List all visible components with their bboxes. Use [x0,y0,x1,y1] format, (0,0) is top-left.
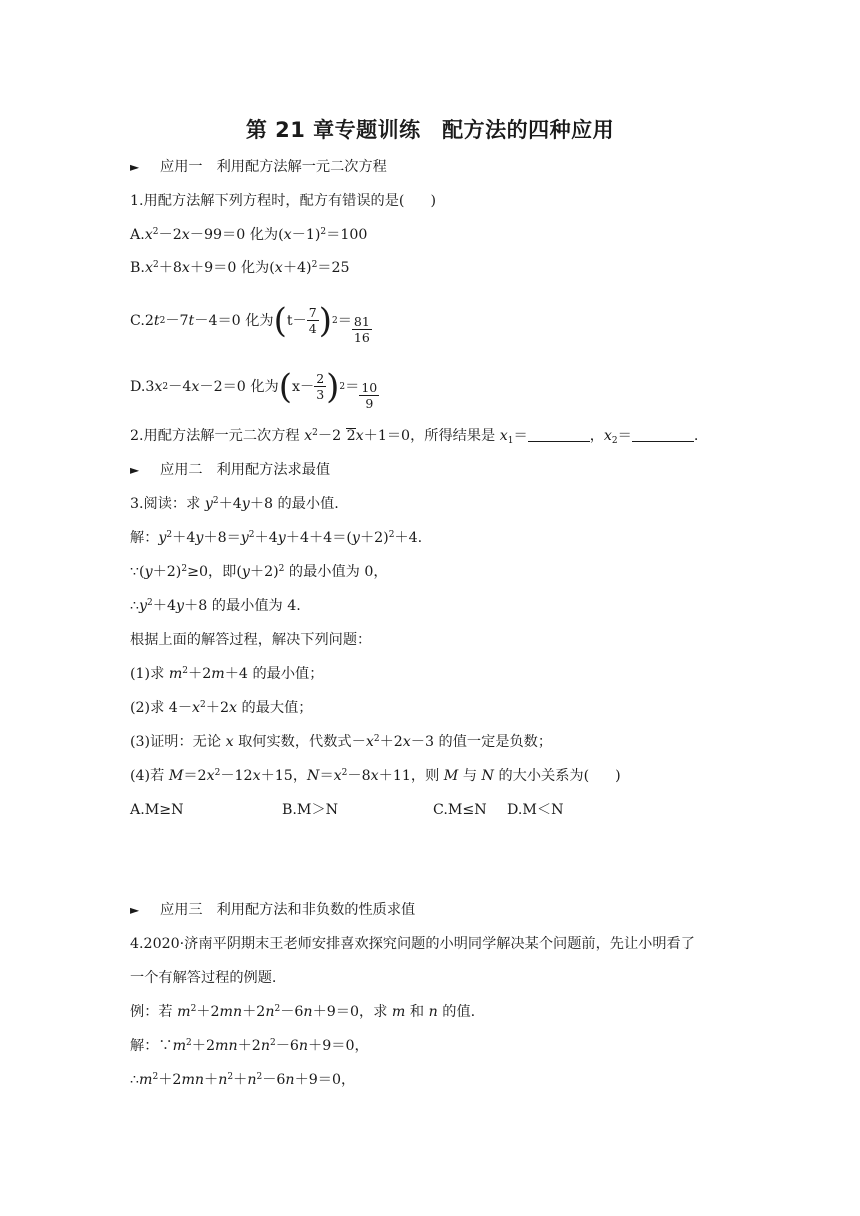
question-1-option-c: C.2 t 2 －7 t －4 ＝0 化为 ( t－ $\frac{7}{4}$ ) 2 ＝ $\frac{81}{16}$ [130,300,370,345]
question-4-line-2: 一个有解答过程的例题. [130,970,277,986]
question-3-instruction: 根据上面的解答过程，解决下列问题： [130,632,372,648]
question-3-part-2: (2)求 $4-x^2+2x$ 的最大值； [130,700,313,716]
question-1-stem: 1.用配方法解下列方程时，配方有错误的是( ) [130,193,436,209]
section-heading-3: ► 应用三 利用配方法和非负数的性质求值 [130,902,416,918]
question-2: 2.用配方法解一元二次方程 $x^2-2$ 2x＋1＝0，所得结果是 $x_1=$ ，$x_2=$ . [130,428,699,446]
question-3-part-4-options [130,800,730,820]
question-3-part-3: (3)证明：无论 x 取何实数，代数式$-x^2+2x-3$ 的值一定是负数； [130,734,553,750]
question-1-option-b: $B.x^2+8x+9=0$ 化为$(x+4)^2=25$ [130,260,350,276]
question-4-solution-2: $\therefore m^2+2mn+n^2+n^2-6n+9=0$， [130,1072,356,1088]
question-4-example: 例：若 $m^2+2mn+2n^2-6n+9=0$，求 m 和 n 的值. [130,1004,476,1020]
question-3-part-1: (1)求 $m^2+2m+4$ 的最小值； [130,666,324,682]
question-1-option-d: D.3 x 2 －4 x －2 ＝0 化为 ( x－ $\frac{2}{3}$ ) 2 ＝ $\frac{10}{9}$ [130,366,378,411]
question-4-line-1: 4.2020·济南平阴期末王老师安排喜欢探究问题的小明同学解决某个问题前，先让小明看了 [130,936,695,952]
triangle-bullet-icon: ► [130,160,140,174]
answer-blank-x1[interactable] [528,427,590,442]
page-title: 第 21 章专题训练 配方法的四种应用 [245,118,615,142]
option-d[interactable]: D.M＜N [507,802,564,818]
triangle-bullet-icon: ► [130,463,140,477]
question-3-read: 3.阅读：求 $y^2+4y+8$ 的最小值. [130,496,339,512]
question-3-solution: 解：$y^2+4y+8=y^2+4y+4+4=(y+2)^2+4$. [130,530,423,546]
question-4-solution-1: 解：$\because m^2+2mn+2n^2-6n+9=0$， [130,1038,369,1054]
section-heading-2: ► 应用二 利用配方法求最值 [130,462,331,478]
triangle-bullet-icon: ► [130,903,140,917]
question-1-option-a: $A.x^2-2x-99=0$ 化为$(x-1)^2=100$ [130,227,368,243]
question-3-therefore: $\therefore y^2+4y+8$ 的最小值为 4. [130,598,301,614]
option-b[interactable]: B.M＞N [282,802,339,818]
question-3-part-4: (4)若 $M=2x^2-12x+15$，$N=x^2-8x+11$，则 M 与 N 的大小关系为( ) [130,768,621,784]
answer-blank-x2[interactable] [632,427,694,442]
option-c[interactable]: C.M≤N [433,802,487,818]
option-a[interactable]: A.M≥N [130,802,184,818]
question-3-because: $\because(y+2)^2\ge 0$，即$(y+2)^2$ 的最小值为 0， [130,564,388,580]
section-heading-1: ► 应用一 利用配方法解一元二次方程 [130,159,387,175]
